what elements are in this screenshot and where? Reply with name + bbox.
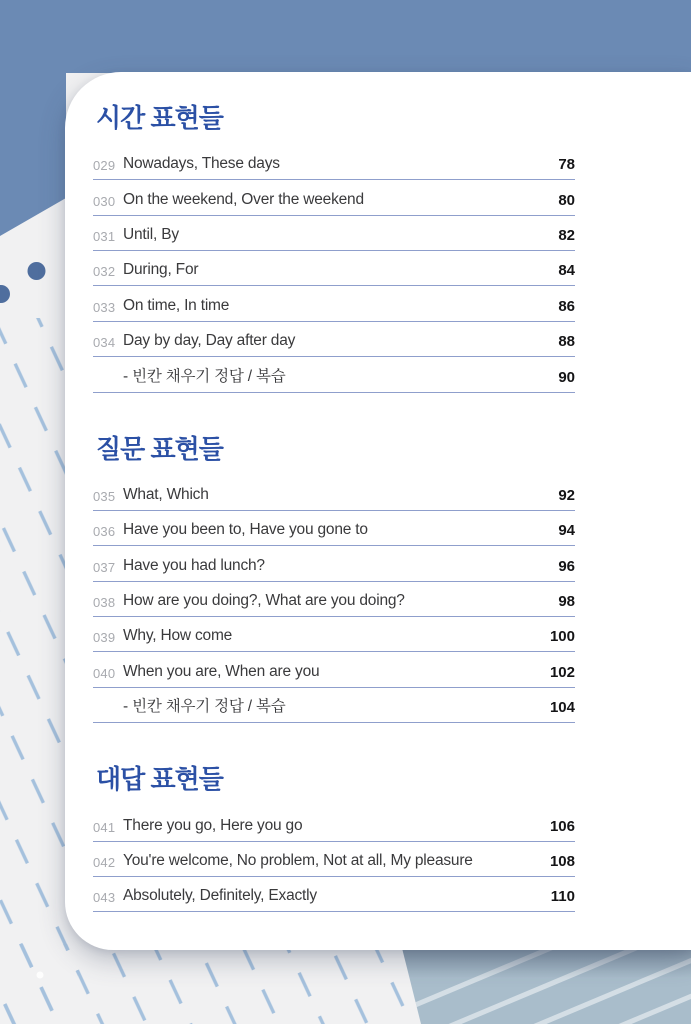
toc-item-number: 035 — [93, 488, 116, 504]
toc-item-label: - 빈칸 채우기 정답 / 복습 — [123, 698, 286, 716]
navy-circle-decoration — [28, 262, 46, 280]
section-rows — [93, 806, 575, 912]
toc-row — [93, 322, 575, 357]
toc-item-label: How are you doing?, What are you doing? — [123, 592, 405, 610]
toc-item-page: 108 — [549, 852, 575, 870]
toc-item-page: 90 — [558, 368, 575, 386]
toc-row — [93, 251, 575, 286]
toc-item-number: 042 — [93, 854, 116, 870]
toc-row — [93, 511, 575, 546]
toc — [93, 104, 575, 912]
toc-item-number: 029 — [93, 158, 116, 174]
toc-item-number: 036 — [93, 524, 116, 540]
toc-item-number: 031 — [93, 229, 116, 245]
toc-item-number: 038 — [93, 595, 116, 611]
toc-item-label: What, Which — [123, 485, 209, 503]
toc-item-page: 98 — [558, 593, 575, 611]
toc-item-page: 106 — [549, 817, 575, 835]
toc-row — [93, 286, 575, 321]
toc-item-page: 80 — [558, 191, 575, 209]
toc-item-page: 84 — [558, 262, 575, 280]
toc-row — [93, 145, 575, 180]
toc-item-page: 100 — [549, 628, 575, 646]
toc-item-page: 92 — [558, 486, 575, 504]
section-rows — [93, 145, 575, 393]
toc-row — [93, 180, 575, 215]
toc-item-number: 043 — [93, 890, 116, 906]
toc-item-page: 94 — [558, 522, 575, 540]
toc-item-page: 86 — [558, 297, 575, 315]
toc-row — [93, 476, 575, 511]
toc-item-label: Day by day, Day after day — [123, 332, 296, 350]
toc-item-label: Absolutely, Definitely, Exactly — [123, 887, 317, 905]
toc-item-label: During, For — [123, 261, 199, 279]
toc-row — [93, 617, 575, 652]
toc-row — [93, 806, 575, 841]
toc-card — [65, 72, 691, 950]
toc-item-label: Have you been to, Have you gone to — [123, 521, 368, 539]
toc-item-page: 110 — [550, 888, 575, 906]
toc-row — [93, 877, 575, 912]
toc-item-page: 88 — [558, 333, 575, 351]
toc-item-label: On the weekend, Over the weekend — [123, 190, 364, 208]
toc-row — [93, 216, 575, 251]
toc-item-number: 030 — [93, 193, 116, 209]
toc-item-number: 039 — [93, 630, 116, 646]
toc-item-label: Nowadays, These days — [123, 155, 280, 173]
toc-row — [93, 652, 575, 687]
toc-item-page: 78 — [558, 156, 575, 174]
toc-row — [93, 582, 575, 617]
toc-item-number: 032 — [93, 264, 116, 280]
toc-item-label: Why, How come — [123, 627, 233, 645]
toc-item-label: You're welcome, No problem, Not at all, My pleasure — [123, 851, 473, 869]
toc-item-page: 96 — [558, 557, 575, 575]
toc-item-number: 033 — [93, 299, 116, 315]
section-title: 질문 표현들 — [96, 433, 223, 464]
toc-section — [93, 104, 575, 393]
toc-item-label: - 빈칸 채우기 정답 / 복습 — [123, 367, 286, 385]
toc-item-label: On time, In time — [123, 296, 230, 314]
toc-row — [93, 357, 575, 392]
toc-row — [93, 842, 575, 877]
toc-section — [93, 765, 575, 912]
toc-item-page: 104 — [549, 699, 575, 717]
toc-item-label: When you are, When are you — [123, 662, 320, 680]
toc-item-page: 102 — [549, 663, 575, 681]
toc-item-number: 037 — [93, 559, 116, 575]
toc-item-label: Until, By — [123, 226, 179, 244]
section-rows — [93, 476, 575, 724]
toc-item-label: There you go, Here you go — [123, 816, 303, 834]
toc-item-label: Have you had lunch? — [123, 556, 265, 574]
section-title: 대답 표현들 — [96, 764, 223, 795]
section-title: 시간 표현들 — [96, 103, 223, 133]
white-dot-decoration — [37, 972, 44, 979]
toc-item-number: 034 — [93, 335, 116, 351]
toc-item-number: 041 — [93, 819, 116, 835]
toc-section — [93, 435, 575, 724]
toc-row — [93, 688, 575, 723]
toc-row — [93, 546, 575, 581]
toc-item-page: 82 — [558, 227, 575, 245]
toc-item-number: 040 — [93, 665, 116, 681]
